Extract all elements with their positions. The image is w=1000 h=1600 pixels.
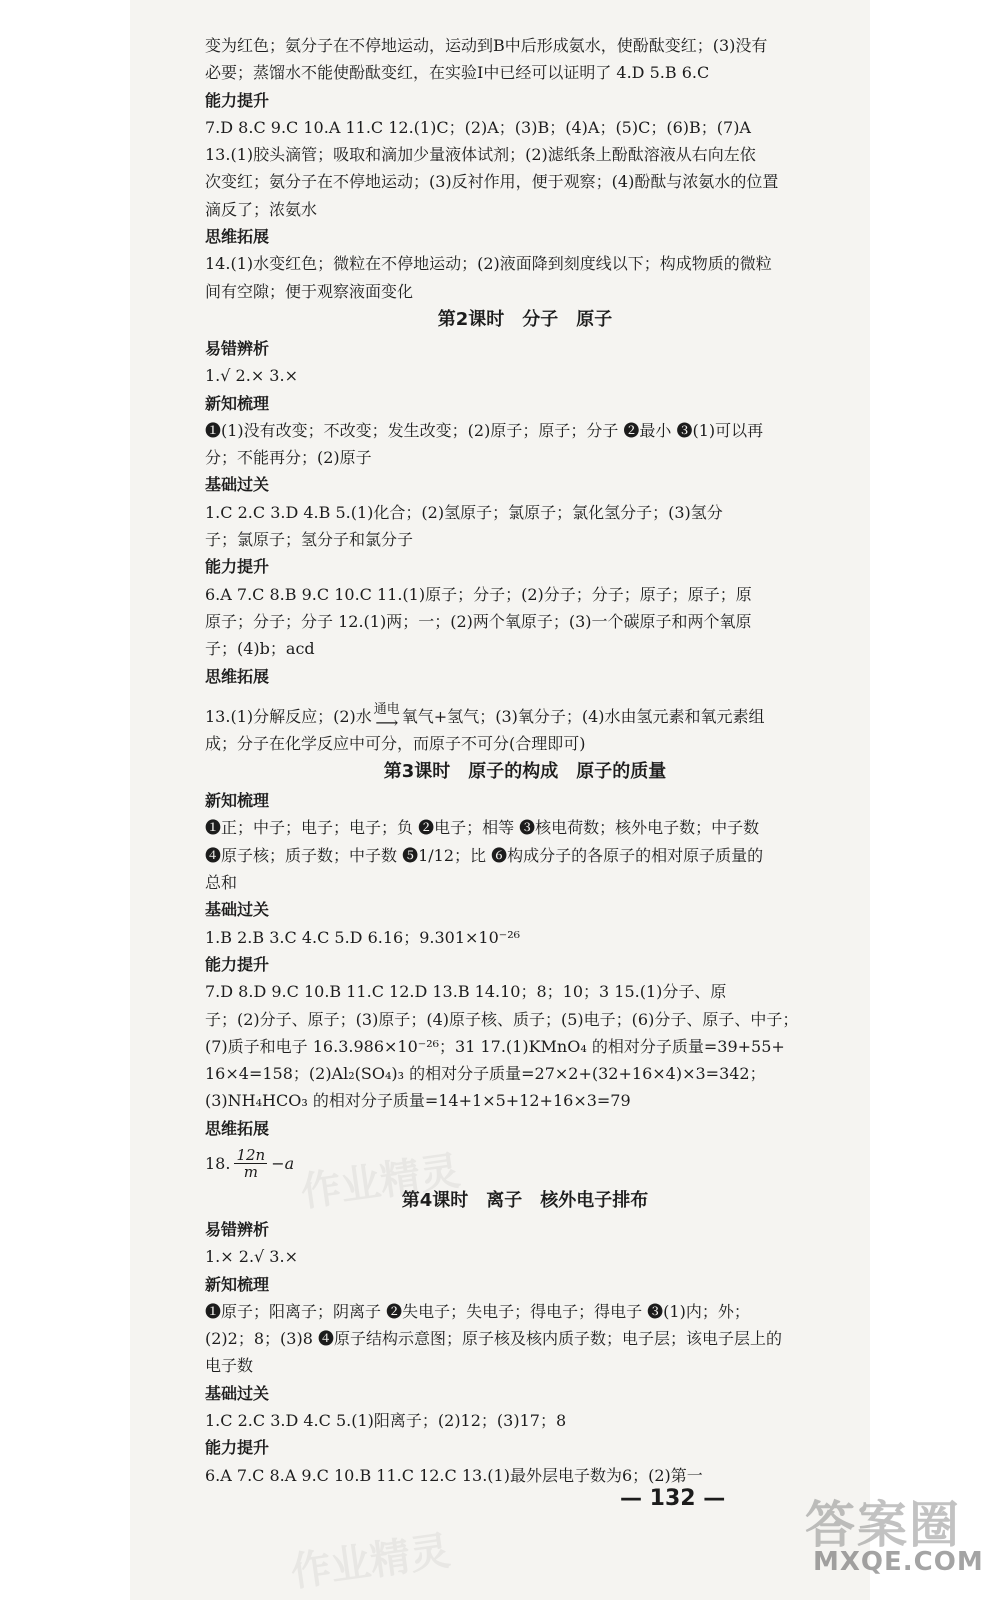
text-line: 必要；蒸馏水不能使酚酞变红，在实验Ⅰ中已经可以证明了 4.D 5.B 6.C [205,63,710,83]
answer-text [205,32,845,1489]
section-heading: 思维拓展 [205,227,270,247]
text-line: 总和 [205,873,238,893]
text-line: 子；氯原子；氢分子和氯分子 [205,530,414,550]
reaction-condition: 通电 [373,701,400,717]
fraction-suffix: −a [271,1154,295,1174]
text-line: 16×4=158；(2)Al₂(SO₄)₃ 的相对分子质量=27×2+(32+16×4)×3=342； [205,1064,766,1084]
lesson-title: 第3课时 原子的构成 原子的质量 [383,761,667,783]
section-heading: 能力提升 [205,1438,270,1458]
watermark: 作业精灵 [288,1528,453,1596]
text-line: 成；分子在化学反应中可分，而原子不可分(合理即可) [205,733,586,753]
text-line: 7.D 8.D 9.C 10.B 11.C 12.D 13.B 14.10；8；10；3 15.(1)分子、原 [205,982,727,1002]
text-line: (3)NH₄HCO₃ 的相对分子质量=14+1×5+12+16×3=79 [205,1091,631,1111]
text-line: (7)质子和电子 16.3.986×10⁻²⁶；31 17.(1)KMnO₄ 的相对分子质量=39+55+ [205,1036,785,1056]
text-line: 电子数 [205,1356,254,1376]
text-line: 间有空隙；便于观察液面变化 [205,281,414,301]
section-heading: 能力提升 [205,557,270,577]
site-logo [805,1485,984,1585]
section-heading: 能力提升 [205,954,270,974]
text-line: 14.(1)水变红色；微粒在不停地运动；(2)液面降到刻度线以下；构成物质的微粒 [205,254,772,274]
text-line: 6.A 7.C 8.B 9.C 10.C 11.(1)原子；分子；(2)分子；分子；原子；原子；原 [205,584,752,604]
text-line: 1.C 2.C 3.D 4.C 5.(1)阳离子；(2)12；(3)17；8 [205,1411,567,1431]
text-line: 变为红色；氨分子在不停地运动，运动到B中后形成氨水，使酚酞变红；(3)没有 [205,36,768,55]
section-heading: 易错辨析 [205,1219,270,1239]
text-line: 1.√ 2.× 3.× [205,366,298,386]
text-line: 1.B 2.B 3.C 4.C 5.D 6.16；9.301×10⁻²⁶ [205,927,521,947]
section-heading: 新知梳理 [205,1274,270,1294]
arrow-icon: ⟶ [375,712,399,730]
text-line: 分；不能再分；(2)原子 [205,448,372,468]
text-line: (2)2；8；(3)8 ❹原子结构示意图；原子核及核内质子数；电子层；该电子层上的 [205,1329,782,1349]
section-heading: 易错辨析 [205,338,270,358]
text-line: 子；(2)分子、原子；(3)原子；(4)原子核、质子；(5)电子；(6)分子、原子、中子； [205,1009,799,1029]
text-line: 6.A 7.C 8.A 9.C 10.B 11.C 12.C 13.(1)最外层电子数为6；(2)第一 [205,1465,703,1485]
text-line: 子；(4)b；acd [205,639,315,659]
fraction [234,1147,267,1180]
section-heading: 思维拓展 [205,1118,270,1138]
section-heading: 思维拓展 [205,666,270,686]
reaction-arrow [374,703,400,730]
fraction-denominator: m [243,1163,258,1182]
text-line: ❹原子核；质子数；中子数 ❺1/12；比 ❻构成分子的各原子的相对原子质量的 [205,845,764,865]
text-line: 1.C 2.C 3.D 4.B 5.(1)化合；(2)氢原子；氯原子；氯化氢分子；(3)氢分 [205,502,723,522]
section-heading: 基础过关 [205,475,270,495]
text-line: ❶原子；阳离子；阴离子 ❷失电子；失电子；得电子；得电子 ❸(1)内；外； [205,1301,750,1321]
watermark: 作业精灵 [298,1148,463,1216]
text-line: 原子；分子；分子 12.(1)两；一；(2)两个氧原子；(3)一个碳原子和两个氧原 [205,611,752,631]
section-heading: 基础过关 [205,1383,270,1403]
page-margin-left [0,0,130,1600]
answer-number: 18. [205,1154,231,1174]
text-line: 7.D 8.C 9.C 10.A 11.C 12.(1)C；(2)A；(3)B；(4)A；(5)C；(6)B；(7)A [205,117,751,137]
text-line: 13.(1)胶头滴管；吸取和滴加少量液体试剂；(2)滤纸条上酚酞溶液从右向左依 [205,145,756,165]
text-line: ❶正；中子；电子；电子；负 ❷电子；相等 ❸核电荷数；核外电子数；中子数 [205,818,760,838]
fraction-numerator: 12n [236,1146,266,1165]
equation-suffix: 氧气+氢气；(3)氧分子；(4)水由氢元素和氧元素组 [401,706,765,726]
logo-url: MXQE.COM [813,1547,984,1577]
text-line: 滴反了；浓氨水 [205,199,318,219]
logo-text: 答案圈 [805,1496,961,1554]
equation-prefix: 13.(1)分解反应；(2)水 [205,706,372,726]
section-heading: 新知梳理 [205,393,270,413]
section-heading: 能力提升 [205,90,270,110]
page-number: — 132 — [620,1486,726,1511]
equation-line [205,690,845,730]
text-line: 1.× 2.√ 3.× [205,1247,298,1267]
page-margin-right [870,0,1000,1600]
text-line: 次变红；氨分子在不停地运动；(3)反衬作用，便于观察；(4)酚酞与浓氨水的位置 [205,172,779,192]
section-heading: 基础过关 [205,900,270,920]
lesson-title: 第4课时 离子 核外电子排布 [401,1189,649,1211]
text-line: ❶(1)没有改变；不改变；发生改变；(2)原子；原子；分子 ❷最小 ❸(1)可以再 [205,420,764,440]
lesson-title: 第2课时 分子 原子 [437,308,613,330]
section-heading: 新知梳理 [205,791,270,811]
